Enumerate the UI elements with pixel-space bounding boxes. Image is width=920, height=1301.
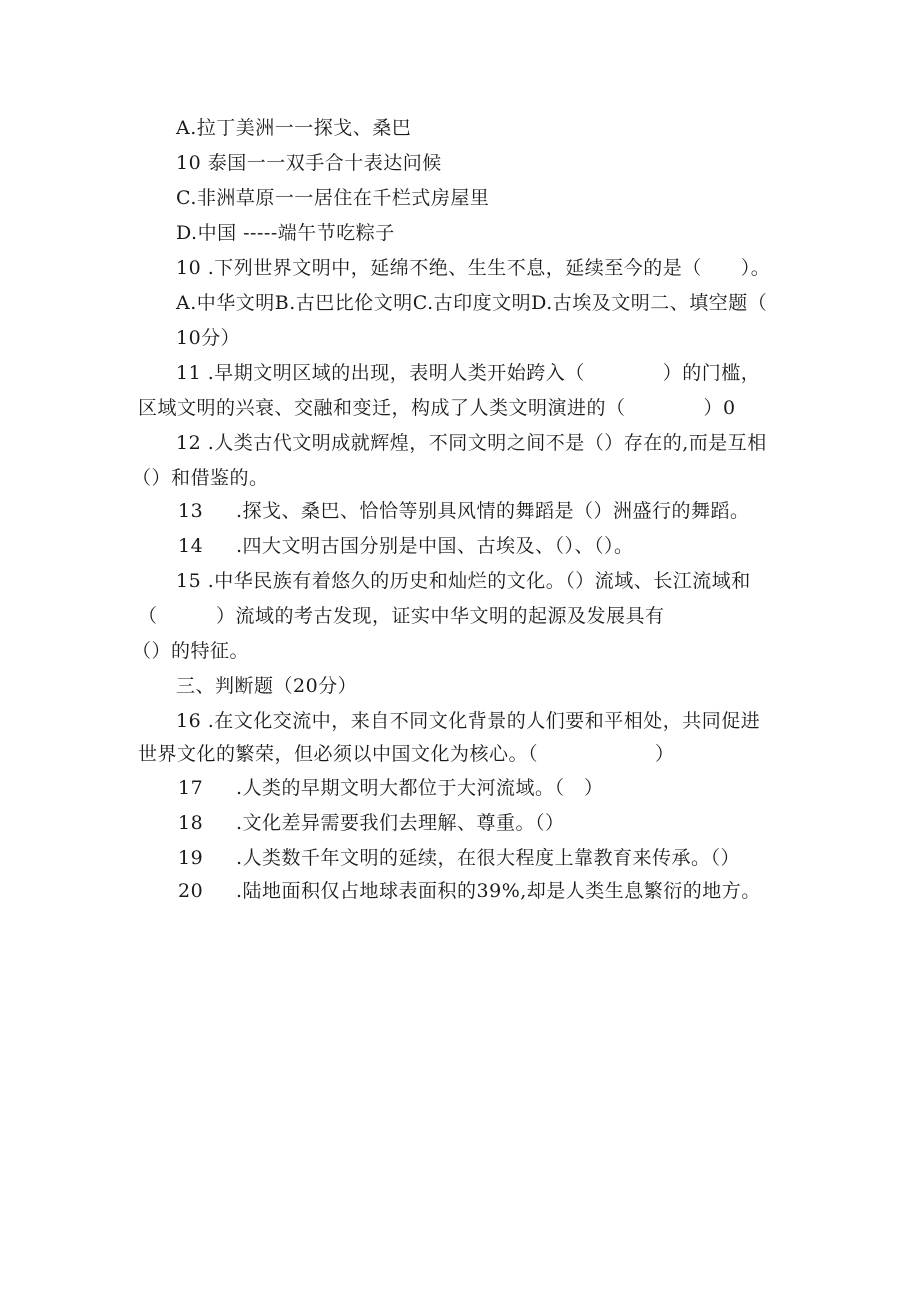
question-17-number: 17: [178, 777, 204, 799]
question-10-options: A.中华文明B.古巴比伦文明C.古印度文明D.古埃及文明二、填空题（: [176, 292, 768, 314]
question-16: 16 .在文化交流中，来自不同文化背景的人们要和平相处，共同促进: [176, 710, 761, 732]
question-11-continued: 区域文明的兴衰、交融和变迁，构成了人类文明演进的（ ）0: [138, 397, 736, 419]
question-20-text: .陆地面积仅占地球表面积的39%,却是人类生息繁衍的地方。: [236, 880, 761, 902]
question-14-text: .四大文明古国分别是中国、古埃及、（）、（）。: [236, 535, 634, 557]
option-c-africa: C.非洲草原一一居住在千栏式房屋里: [176, 187, 490, 209]
question-15-continued: （ ）流域的考古发现，证实中华文明的起源及发展具有: [138, 605, 665, 627]
question-18-number: 18: [178, 812, 204, 834]
question-19-number: 19: [178, 847, 204, 869]
question-19-text: .人类数千年文明的延续，在很大程度上靠教育来传承。（）: [236, 847, 741, 869]
option-b-thailand: 10 泰国一一双手合十表达问候: [176, 152, 442, 174]
option-a-latin-america: A.拉丁美洲一一探戈、桑巴: [176, 117, 412, 139]
question-14: [178, 534, 634, 558]
question-15-end: （）的特征。: [132, 640, 250, 662]
question-13-text: .探戈、桑巴、恰恰等别具风情的舞蹈是（）洲盛行的舞蹈。: [236, 500, 750, 522]
question-16-continued: 世界文化的繁荣，但必须以中国文化为核心。（ ）: [138, 743, 675, 765]
question-13: [178, 499, 750, 523]
section-2-score: 10分）: [176, 327, 241, 349]
question-17-text: .人类的早期文明大都位于大河流域。（ ）: [236, 777, 604, 799]
question-15: 15 .中华民族有着悠久的历史和灿烂的文化。（）流域、长江流域和: [176, 570, 751, 592]
question-17: [178, 776, 604, 800]
question-18-text: .文化差异需要我们去理解、尊重。（）: [236, 812, 565, 834]
question-12-continued: （）和借鉴的。: [132, 467, 269, 489]
option-d-china: D.中国 -----端午节吃粽子: [176, 222, 395, 244]
question-20: [178, 879, 761, 903]
question-12: 12 .人类古代文明成就辉煌，不同文明之间不是（）存在的,而是互相: [176, 432, 767, 454]
question-18: [178, 811, 565, 835]
question-10: 10 .下列世界文明中，延绵不绝、生生不息，延续至今的是（ ）。: [176, 257, 771, 279]
question-20-number: 20: [178, 880, 204, 902]
section-3-heading: 三、判断题（20分）: [176, 675, 358, 697]
question-11: 11 .早期文明区域的出现，表明人类开始跨入（ ）的门槛，: [176, 362, 761, 384]
question-14-number: 14: [178, 535, 204, 557]
question-13-number: 13: [178, 500, 204, 522]
question-19: [178, 846, 740, 870]
